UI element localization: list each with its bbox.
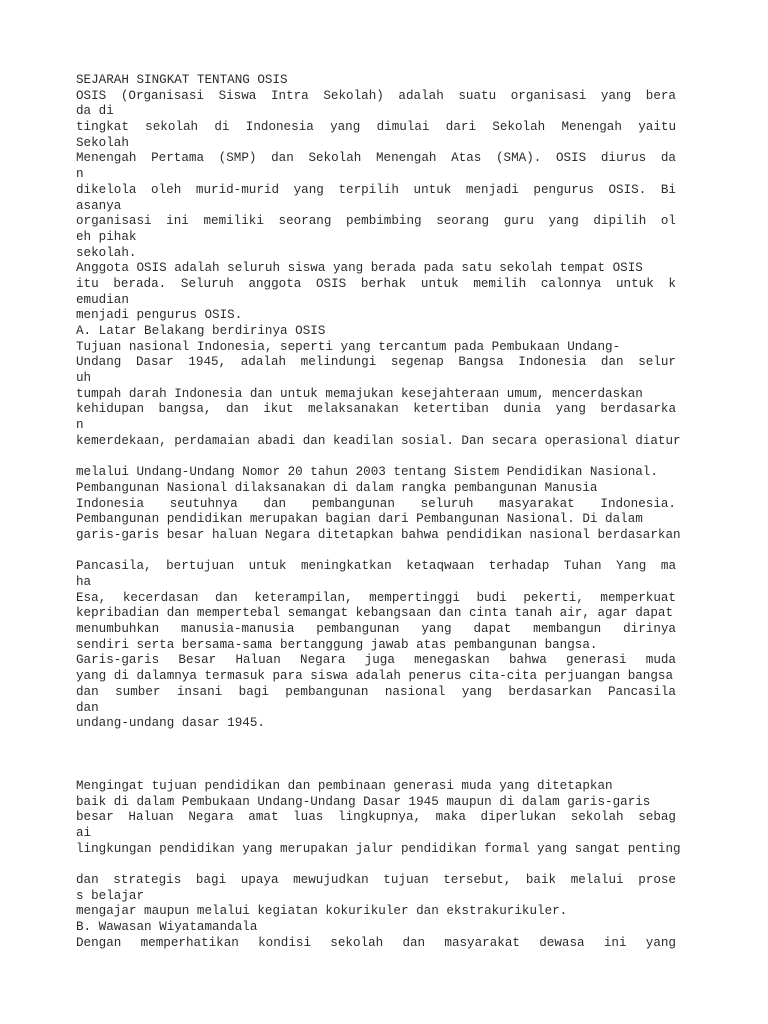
text-line: garis-garis besar haluan Negara ditetapkan bahwa pendidikan nasional berdasarkan bbox=[76, 527, 681, 542]
text-line: s belajar bbox=[76, 888, 145, 903]
blank-line bbox=[76, 857, 676, 873]
text-line: uh bbox=[76, 371, 92, 386]
blank-line bbox=[76, 544, 676, 560]
text-line: ha bbox=[76, 575, 92, 589]
text-line: SEJARAH SINGKAT TENTANG OSIS bbox=[76, 73, 288, 87]
text-line: da di bbox=[76, 104, 114, 119]
text-line: melalui Undang-Undang Nomor 20 tahun 2003 tentang Sistem Pendidikan Nasional. bbox=[76, 465, 658, 480]
text-line: A. Latar Belakang berdirinya OSIS bbox=[76, 324, 326, 338]
text-line: menumbuhkan manusia-manusia pembangunan yang dapat membangun dirinya bbox=[76, 622, 676, 637]
text-line: sekolah. bbox=[76, 245, 137, 260]
text-line: Indonesia seutuhnya dan pembangunan seluruh masyarakat Indonesia. bbox=[76, 496, 676, 511]
text-line: tumpah darah Indonesia dan untuk memajukan kesejahteraan umum, mencerdaskan bbox=[76, 386, 643, 401]
text-line: lingkungan pendidikan yang merupakan jalur pendidikan formal yang sangat penting bbox=[76, 841, 681, 856]
text-line: Anggota OSIS adalah seluruh siswa yang berada pada satu sekolah tempat OSIS bbox=[76, 261, 643, 276]
text-line: dikelola oleh murid-murid yang terpilih untuk menjadi pengurus OSIS. Bi bbox=[76, 182, 676, 197]
text-line: OSIS (Organisasi Siswa Intra Sekolah) adalah suatu organisasi yang bera bbox=[76, 88, 676, 103]
text-line: baik di dalam Pembukaan Undang-Undang Dasar 1945 maupun di dalam garis-garis bbox=[76, 794, 651, 809]
text-line: dan strategis bagi upaya mewujudkan tujuan tersebut, baik melalui prose bbox=[76, 873, 676, 888]
text-line: dan sumber insani bagi pembangunan nasional yang berdasarkan Pancasila bbox=[76, 684, 676, 699]
text-line: Mengingat tujuan pendidikan dan pembinaan generasi muda yang ditetapkan bbox=[76, 778, 613, 793]
text-line: Pancasila, bertujuan untuk meningkatkan ketaqwaan terhadap Tuhan Yang ma bbox=[76, 559, 676, 574]
text-line: asanya bbox=[76, 198, 122, 213]
text-line: B. Wawasan Wiyatamandala bbox=[76, 920, 258, 935]
text-line: Pembangunan Nasional dilaksanakan di dalam rangka pembangunan Manusia bbox=[76, 480, 598, 495]
text-line: mengajar maupun melalui kegiatan kokurikuler dan ekstrakurikuler. bbox=[76, 904, 568, 919]
text-line: itu berada. Seluruh anggota OSIS berhak untuk memilih calonnya untuk k bbox=[76, 276, 676, 291]
blank-line bbox=[76, 450, 676, 466]
text-line: Garis-garis Besar Haluan Negara juga menegaskan bahwa generasi muda bbox=[76, 653, 676, 668]
text-line: emudian bbox=[76, 292, 129, 307]
text-line: menjadi pengurus OSIS. bbox=[76, 308, 243, 323]
text-line: kehidupan bangsa, dan ikut melaksanakan ketertiban dunia yang berdasarka bbox=[76, 402, 676, 417]
text-line: Menengah Pertama (SMP) dan Sekolah Menengah Atas (SMA). OSIS diurus da bbox=[76, 151, 676, 166]
text-line: n bbox=[76, 167, 84, 182]
text-line: n bbox=[76, 418, 84, 433]
text-line: ai bbox=[76, 826, 92, 840]
text-line: sendiri serta bersama-sama bertanggung jawab atas pembangunan bangsa. bbox=[76, 637, 598, 652]
text-line: kepribadian dan mempertebal semangat kebangsaan dan cinta tanah air, agar dapat bbox=[76, 606, 674, 621]
text-line: eh pihak bbox=[76, 229, 137, 244]
text-line: Pembangunan pendidikan merupakan bagian dari Pembangunan Nasional. Di dalam bbox=[76, 512, 643, 527]
text-line: Undang Dasar 1945, adalah melindungi segenap Bangsa Indonesia dan selur bbox=[76, 355, 676, 370]
text-line: kemerdekaan, perdamaian abadi dan keadilan sosial. Dan secara operasional diatur bbox=[76, 433, 681, 448]
text-line: yang di dalamnya termasuk para siswa adalah penerus cita-cita perjuangan bangsa bbox=[76, 669, 674, 684]
text-line: Tujuan nasional Indonesia, seperti yang tercantum pada Pembukaan Undang- bbox=[76, 339, 621, 354]
text-line: besar Haluan Negara amat luas lingkupnya, maka diperlukan sekolah sebag bbox=[76, 810, 676, 825]
text-line: Sekolah bbox=[76, 135, 129, 150]
blank-line bbox=[76, 748, 676, 764]
text-line: tingkat sekolah di Indonesia yang dimulai dari Sekolah Menengah yaitu bbox=[76, 120, 676, 135]
text-line: undang-undang dasar 1945. bbox=[76, 716, 265, 731]
blank-line bbox=[76, 732, 676, 748]
blank-line bbox=[76, 763, 676, 779]
document-body bbox=[76, 73, 681, 952]
text-line: Esa, kecerdasan dan keterampilan, mempertinggi budi pekerti, memperkuat bbox=[76, 590, 676, 605]
text-line: organisasi ini memiliki seorang pembimbing seorang guru yang dipilih ol bbox=[76, 214, 676, 229]
text-line: Dengan memperhatikan kondisi sekolah dan masyarakat dewasa ini yang bbox=[76, 935, 676, 950]
text-line: dan bbox=[76, 700, 99, 715]
